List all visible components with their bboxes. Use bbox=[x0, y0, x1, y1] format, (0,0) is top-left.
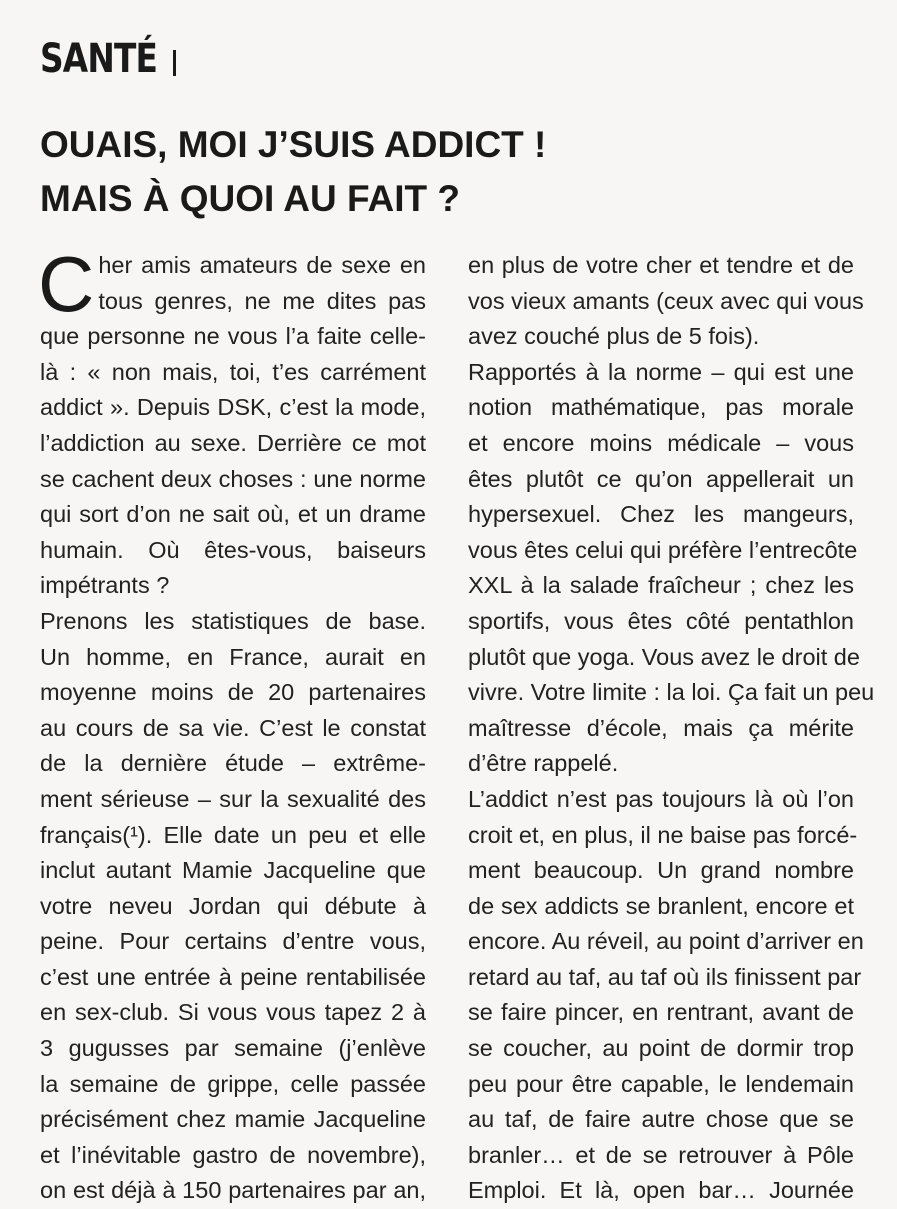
article-headline bbox=[40, 118, 860, 226]
text-line: L’addict n’est pas toujours là où l’on bbox=[468, 785, 854, 812]
text-line: se cachent deux choses : une norme bbox=[40, 465, 426, 492]
section-label: SANTÉ bbox=[40, 36, 158, 82]
text-line: ment sérieuse – sur la sexualité des bbox=[40, 785, 426, 812]
headline-line: MAIS À QUOI AU FAIT ? bbox=[40, 178, 461, 219]
text-line: Rapportés à la norme – qui est une bbox=[468, 358, 854, 385]
text-line: d’être rappelé. bbox=[468, 750, 619, 777]
text-line: vos vieux amants (ceux avec qui vous bbox=[468, 287, 864, 314]
text-line: branler… et de se retrouver à Pôle bbox=[468, 1141, 854, 1168]
text-line: en sex-club. Si vous vous tapez 2 à bbox=[40, 999, 426, 1026]
text-line: 3 gugusses par semaine (j’enlève bbox=[40, 1035, 426, 1062]
text-line: votre neveu Jordan qui débute à bbox=[40, 892, 426, 919]
text-line: et encore moins médicale – vous bbox=[468, 429, 854, 456]
text-line: on est déjà à 150 partenaires par an, bbox=[40, 1177, 426, 1204]
text-line: là : « non mais, toi, t’es carrément bbox=[40, 358, 426, 385]
text-line: retard au taf, au taf où ils finissent par bbox=[468, 963, 862, 990]
text-line: croit et, en plus, il ne baise pas forcé- bbox=[468, 821, 858, 848]
text-line: de sex addicts se branlent, encore et bbox=[468, 892, 854, 919]
text-line: plutôt que yoga. Vous avez le droit de bbox=[468, 643, 860, 670]
text-line: addict ». Depuis DSK, c’est la mode, bbox=[40, 394, 426, 421]
headline-line: OUAIS, MOI J’SUIS ADDICT ! bbox=[40, 124, 547, 165]
text-line: ment beaucoup. Un grand nombre bbox=[468, 857, 854, 884]
text-line: êtes plutôt ce qu’on appellerait un bbox=[468, 465, 854, 492]
text-line: tous genres, ne me dites pas bbox=[98, 287, 426, 314]
text-line: Un homme, en France, aurait en bbox=[40, 643, 426, 670]
text-line: notion mathématique, pas morale bbox=[468, 394, 854, 421]
section-divider bbox=[173, 50, 176, 76]
text-line: vivre. Votre limite : la loi. Ça fait un peu bbox=[468, 679, 875, 706]
text-line: l’addiction au sexe. Derrière ce mot bbox=[40, 429, 426, 456]
text-line: précisément chez mamie Jacqueline bbox=[40, 1106, 426, 1133]
text-line: qui sort d’on ne sait où, et un drame bbox=[40, 501, 426, 528]
text-line: avez couché plus de 5 fois). bbox=[468, 323, 760, 350]
text-line: peu pour être capable, le lendemain bbox=[468, 1070, 854, 1097]
text-line: la semaine de grippe, celle passée bbox=[40, 1070, 426, 1097]
text-line: en plus de votre cher et tendre et de bbox=[468, 252, 854, 278]
text-line: her amis amateurs de sexe en bbox=[98, 252, 426, 278]
text-line: Prenons les statistiques de base. bbox=[40, 607, 426, 634]
text-line: impétrants ? bbox=[40, 572, 170, 599]
text-line: inclut autant Mamie Jacqueline que bbox=[40, 857, 426, 884]
text-line: humain. Où êtes-vous, baiseurs bbox=[40, 536, 426, 563]
text-line: peine. Pour certains d’entre vous, bbox=[40, 928, 426, 955]
text-line: au cours de sa vie. C’est le constat bbox=[40, 714, 426, 741]
text-line: vous êtes celui qui préfère l’entrecôte bbox=[468, 536, 858, 563]
text-line: encore. Au réveil, au point d’arriver en bbox=[468, 928, 864, 955]
text-line: c’est une entrée à peine rentabilisée bbox=[40, 963, 426, 990]
text-line: et l’inévitable gastro de novembre), bbox=[40, 1141, 426, 1168]
text-line: de la dernière étude – extrême- bbox=[40, 750, 426, 777]
article-column-right bbox=[468, 248, 875, 1209]
text-line: au taf, de faire autre chose que se bbox=[468, 1106, 854, 1133]
text-line: hypersexuel. Chez les mangeurs, bbox=[468, 501, 854, 528]
text-line: se faire pincer, en rentrant, avant de bbox=[468, 999, 854, 1026]
text-line: Emploi. Et là, open bar… Journée bbox=[468, 1177, 854, 1204]
text-line: sportifs, vous êtes côté pentathlon bbox=[468, 607, 854, 634]
drop-cap: C bbox=[38, 240, 95, 328]
article-column-left bbox=[38, 240, 426, 1209]
text-line: que personne ne vous l’a faite celle- bbox=[40, 323, 426, 350]
text-line: XXL à la salade fraîcheur ; chez les bbox=[468, 572, 854, 599]
text-line: moyenne moins de 20 partenaires bbox=[40, 679, 426, 706]
text-line: se coucher, au point de dormir trop bbox=[468, 1035, 854, 1062]
text-line: français(¹). Elle date un peu et elle bbox=[40, 821, 426, 848]
text-line: maîtresse d’école, mais ça mérite bbox=[468, 714, 854, 741]
